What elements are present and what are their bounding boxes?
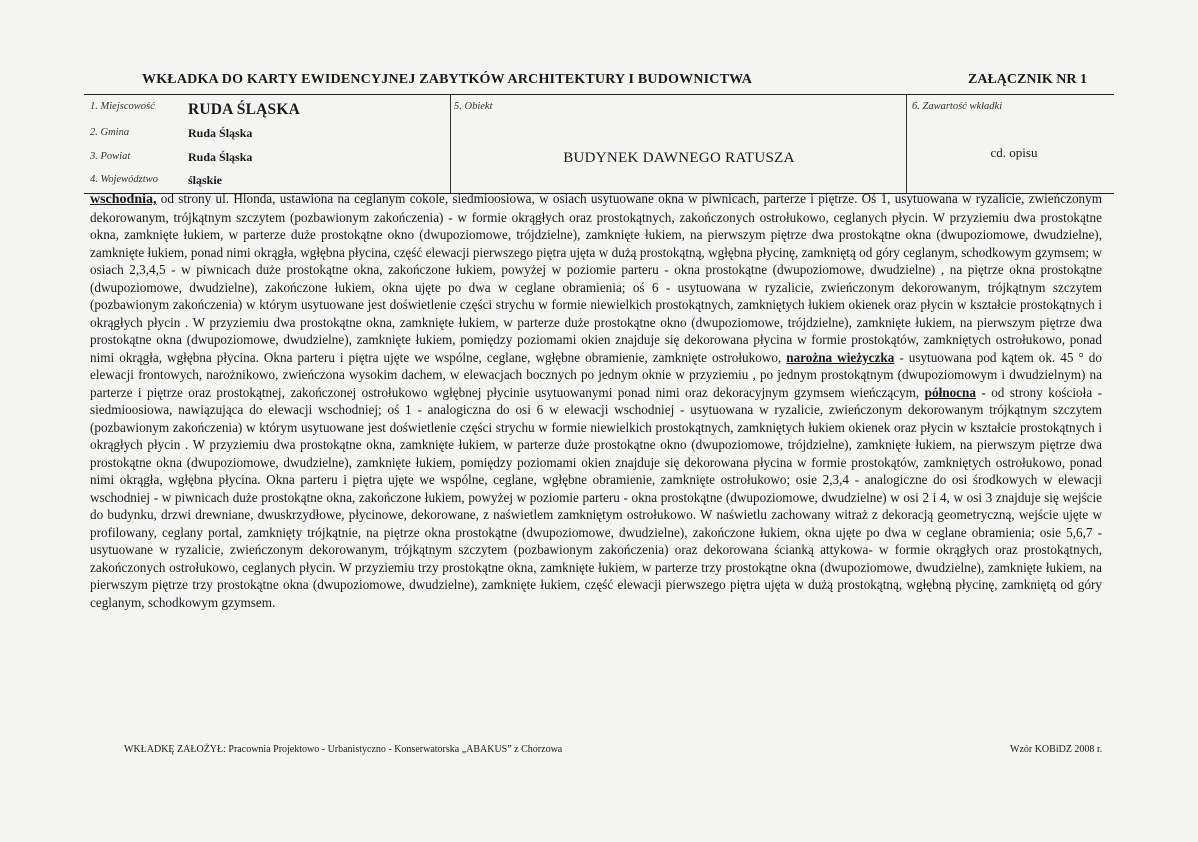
section-heading-wschodnia: wschodnia, <box>90 192 157 207</box>
miejscowosc-value: RUDA ŚLĄSKA <box>188 101 301 118</box>
column-divider <box>906 95 907 193</box>
column-divider <box>450 95 451 193</box>
description-paragraph: od strony ul. Hlonda, ustawiona na ceglanym cokole, siedmioosiowa, w osiach usytuowane okna w piwnicach, parterze i piętrze. Oś 1, usytuowana w ryzalicie, zwieńczonym dekorowanym, trójkątnym szczytem (pozbawionym zakończenia) - w formie okrągłych oraz prostokątnych, zakończonych ostrołukowo, ceglanych płycin. W przyziemiu dwa prostokątne okna, zamknięte łukiem, w parterze duże prostokątne okno (dwupoziomowe, trójdzielne), zamknięte łukiem, na pierwszym piętrze dwa prostokątne okna (dwupoziomowe, dwudzielne), zamknięte łukiem, ponad nimi okrągła, wgłębna płycina, część elewacji pierwszego piętra ujęta w dużą prostokątną, wgłębna płycinę, zamkniętą od góry ceglanym, schodkowym gzymsem; w osiach 2,3,4,5 - w piwnicach duże prostokątne okna, zakończone łukiem, powyżej w poziomie parteru - okna prostokątne (dwupoziomowe, dwudzielne) , na piętrze okna prostokątne (dwupoziomowe, dwudzielne), zakończone łukiem, okna ujęte po dwa w ceglane obramienia; oś 6 - usytuowana w ryzalicie, zwieńczonym dekorowanym, trójkątnym szczytem (pozbawionym zakończenia) w którym usytuowane jest doświetlenie części strychu w formie niewielkich prostokątnych, zamkniętych łukiem okienek oraz płycin w kształcie prostokątnych i okrągłych płycin . W przyziemiu dwa prostokątne okna, zamknięte łukiem, w parterze duże prostokątne okno (dwupoziomowe, trójdzielne), zamknięte łukiem, na pierwszym piętrze dwa prostokątne okna (dwupoziomowe, dwudzielne), zamknięte łukiem, pomiędzy poziomami okien znajduje się dekorowana płycina w formie prostokątów, zamkniętych ostrołukowo, ponad nimi okrągła, wgłębna płycina. Okna parteru i piętra ujęte we wspólne, ceglane, wgłębne obramienie, zamknięte ostrołukowo, <box>90 191 1102 365</box>
description-paragraph: - usytuowana pod kątem ok. 45 ° do elewacji frontowych, narożnikowo, zwieńczona wysokim dachem, w elewacjach bocznych po jednym oknie w przyziemiu , po jednym prostokątnym (dwupoziomowym i dwudzielnym) na parterze i piętrze oraz prostokątnej, zakończonej ostrołukowo wgłębnej płycinie usytuowanymi ponad nimi oraz dekoracyjnym gzymsem wieńczącym, <box>90 349 1102 400</box>
miejscowosc-label: 1. Miejscowość <box>90 101 155 112</box>
description-paragraph: - od strony kościoła - siedmioosiowa, nawiązująca do elewacji wschodniej; oś 1 - analogiczna do osi 6 w elewacji wschodniej - usytuowana w ryzalicie, zwieńczonym dekorowanym trójkątnym szczytem (pozbawionym zakończenia) w którym usytuowane jest doświetlenie części strychu w formie niewielkich prostokątnych, zamkniętych łukiem okienek oraz płycin w kształcie prostokątnych i okrągłych płycin . W przyziemiu dwa prostokątne okna, zamknięte łukiem, w parterze duże prostokątne okno (dwupoziomowe, trójdzielne), zamknięte łukiem, na pierwszym piętrze dwa prostokątne okna (dwupoziomowe, dwudzielne), zamknięte łukiem, pomiędzy poziomami okien znajduje się dekorowana płycina w formie prostokątów, zamkniętych ostrołukowo, ponad nimi okrągła, wgłębna płycina. Okna parteru i piętra ujęte we wspólne, ceglane, wgłębne obramienie, zamknięte ostrołukowo; osie 2,3,4 - analogiczne do osi środkowych w elewacji wschodniej - w piwnicach duże prostokątne okna, zakończone łukiem, powyżej w poziomie parteru - okna prostokątne (dwupoziomowe, dwudzielne) w osi 2 i 4, w osi 3 znajduje się wejście do budynku, drzwi drewniane, dwuskrzydłowe, płycinowe, dekorowane, z naświetlem zamkniętym ostrołukowo. W naświetlu zachowany witraż z dekoracją geometryczną, wejście ujęte w profilowany, ceglany portal, zamknięty trójkątnie, na piętrze okna prostokątne (dwupoziomowe, dwudzielne), zakończone łukiem, okna ujęte po dwa w ceglane obramienia; osie 5,6,7 - usytuowane w ryzalicie, zwieńczonym dekorowanym, trójkątnym szczytem (pozbawionym zakończenia) oraz dekorowana ścianką attykowa- w formie okrągłych oraz prostokątnych, zakończonych ostrołukowo, ceglanych płycin. W przyziemiu trzy prostokątne okna, zamknięte łukiem, w parterze trzy prostokątne okna (dwupoziomowe, dwudzielne), zamknięte łukiem, na pierwszym piętrze trzy prostokątne okna (dwupoziomowe, dwudzielne), zamknięte łukiem, część elewacji pierwszego piętra ujęta w dużą prostokątną, wgłębną płycinę, zamkniętą od góry ceglanym, schodkowym gzymsem. <box>90 384 1102 610</box>
powiat-value: Ruda Śląska <box>188 150 253 164</box>
section-heading-polnocna: północna <box>924 384 976 400</box>
document-title: WKŁADKA DO KARTY EWIDENCYJNEJ ZABYTKÓW ARCHITEKTURY I BUDOWNICTWA <box>142 72 753 87</box>
description-text <box>90 190 1102 718</box>
footer-template-version: Wzór KOBiDZ 2008 r. <box>1010 744 1103 755</box>
wojewodztwo-label: 4. Województwo <box>90 174 158 185</box>
section-heading-narozna-wiezyczka: narożna wieżyczka <box>786 349 895 365</box>
annex-number: ZAŁĄCZNIK NR 1 <box>968 72 1088 87</box>
powiat-label: 3. Powiat <box>90 151 131 162</box>
wojewodztwo-value: śląskie <box>188 173 223 187</box>
gmina-value: Ruda Śląska <box>188 126 253 140</box>
obiekt-value: BUDYNEK DAWNEGO RATUSZA <box>563 150 795 166</box>
footer-author: WKŁADKĘ ZAŁOŻYŁ: Pracownia Projektowo - Urbanistyczno - Konserwatorska „ABAKUS” z Chorzowa <box>124 744 563 755</box>
zawartosc-value: cd. opisu <box>990 145 1038 160</box>
zawartosc-label: 6. Zawartość wkładki <box>912 101 1003 112</box>
gmina-label: 2. Gmina <box>90 127 130 138</box>
header-table <box>84 94 1114 194</box>
obiekt-label: 5. Obiekt <box>454 101 493 112</box>
